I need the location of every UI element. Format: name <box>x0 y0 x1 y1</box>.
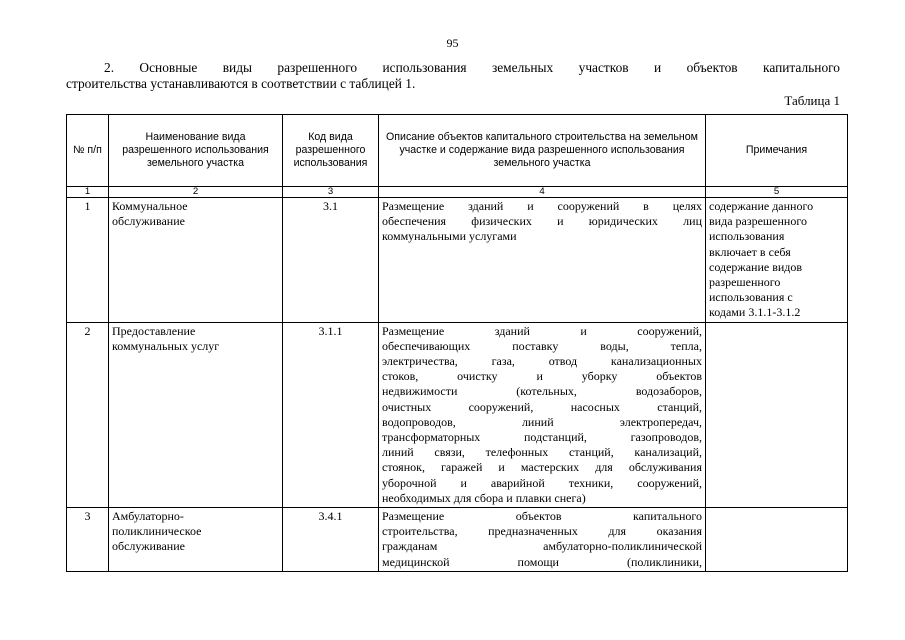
description-line: необходимых для сбора и плавки снега) <box>382 490 586 505</box>
column-number-row <box>67 187 848 198</box>
use-type-notes <box>706 198 848 323</box>
column-number: 4 <box>379 187 706 198</box>
table-row <box>67 508 848 572</box>
description-line: линий связи, телефонных станций, канализаций, <box>382 445 702 460</box>
description-line: Размещение объектов капитального <box>382 509 702 524</box>
description-line: Размещение зданий и сооружений, <box>382 323 702 338</box>
table-row <box>67 198 848 323</box>
description-line: строительства, предназначенных для оказания <box>382 524 702 539</box>
use-type-code: 3.4.1 <box>283 508 379 572</box>
notes-line: кодами 3.1.1-3.1.2 <box>709 305 801 320</box>
use-type-name-line: Амбулаторно- <box>112 509 184 524</box>
table-caption: Таблица 1 <box>784 93 840 108</box>
use-type-description <box>379 508 706 572</box>
column-number: 3 <box>283 187 379 198</box>
use-type-name-line: Коммунальное <box>112 199 188 213</box>
description-line: медицинской помощи (поликлиники, <box>382 554 702 569</box>
description-line: уборочной и аварийной техники, сооружений, <box>382 475 702 490</box>
use-type-name-line: обслуживание <box>112 214 185 229</box>
row-number: 3 <box>67 508 109 572</box>
header-row <box>67 115 848 187</box>
row-number: 2 <box>67 322 109 507</box>
notes-line: содержание видов <box>709 259 803 274</box>
description-line: электричества, газа, отвод канализационных <box>382 354 702 369</box>
column-number: 5 <box>706 187 848 198</box>
intro-line-2: строительства устанавливаются в соответствии с таблицей 1. <box>66 76 416 91</box>
description-line: обеспечивающих поставку воды, тепла, <box>382 338 702 353</box>
header-description: Описание объектов капитального строительства на земельном участке и содержание вида разрешенного использования земельного участка <box>379 115 706 187</box>
use-type-name-line: поликлиническое <box>112 524 202 539</box>
use-type-name <box>109 508 283 572</box>
use-type-description <box>379 198 706 323</box>
description-line: гражданам амбулаторно-поликлинической <box>382 539 702 554</box>
table-row <box>67 322 848 507</box>
description-line: коммунальными услугами <box>382 229 517 244</box>
intro-paragraph <box>66 60 840 92</box>
table-body <box>67 198 848 572</box>
description-line: стоянок, гаражей и мастерских для обслуживания <box>382 460 702 475</box>
use-type-notes <box>706 508 848 572</box>
header-no: № п/п <box>67 115 109 187</box>
page-number: 95 <box>446 36 459 50</box>
description-line: очистных сооружений, насосных станций, <box>382 399 702 414</box>
use-type-name <box>109 322 283 507</box>
use-type-name-line: обслуживание <box>112 539 185 554</box>
notes-line: использования с <box>709 290 793 305</box>
use-type-description <box>379 322 706 507</box>
header-code: Код вида разрешенного использования <box>283 115 379 187</box>
use-type-notes <box>706 322 848 507</box>
description-line: Размещение зданий и сооружений в целях <box>382 199 702 213</box>
column-number: 1 <box>67 187 109 198</box>
description-line: стоков, очистку и уборку объектов <box>382 369 702 384</box>
notes-line: вида разрешенного <box>709 214 807 229</box>
column-number: 2 <box>109 187 283 198</box>
use-type-code: 3.1 <box>283 198 379 323</box>
description-line: водопроводов, линий электропередач, <box>382 414 702 429</box>
notes-line: содержание данного <box>709 199 814 213</box>
header-name: Наименование вида разрешенного использования земельного участка <box>109 115 283 187</box>
description-line: трансформаторных подстанций, газопроводов, <box>382 430 702 445</box>
notes-line: использования <box>709 229 785 244</box>
notes-line: разрешенного <box>709 275 781 290</box>
use-type-name <box>109 198 283 323</box>
row-number: 1 <box>67 198 109 323</box>
land-use-table <box>66 114 848 572</box>
header-notes: Примечания <box>706 115 848 187</box>
description-line: недвижимости (котельных, водозаборов, <box>382 384 702 399</box>
use-type-name-line: Предоставление <box>112 323 196 338</box>
use-type-name-line: коммунальных услуг <box>112 338 220 353</box>
notes-line: включает в себя <box>709 244 791 259</box>
intro-line-1: 2. Основные виды разрешенного использования земельных участков и объектов капитального <box>104 60 840 75</box>
use-type-code: 3.1.1 <box>283 322 379 507</box>
description-line: обеспечения физических и юридических лиц <box>382 214 702 229</box>
